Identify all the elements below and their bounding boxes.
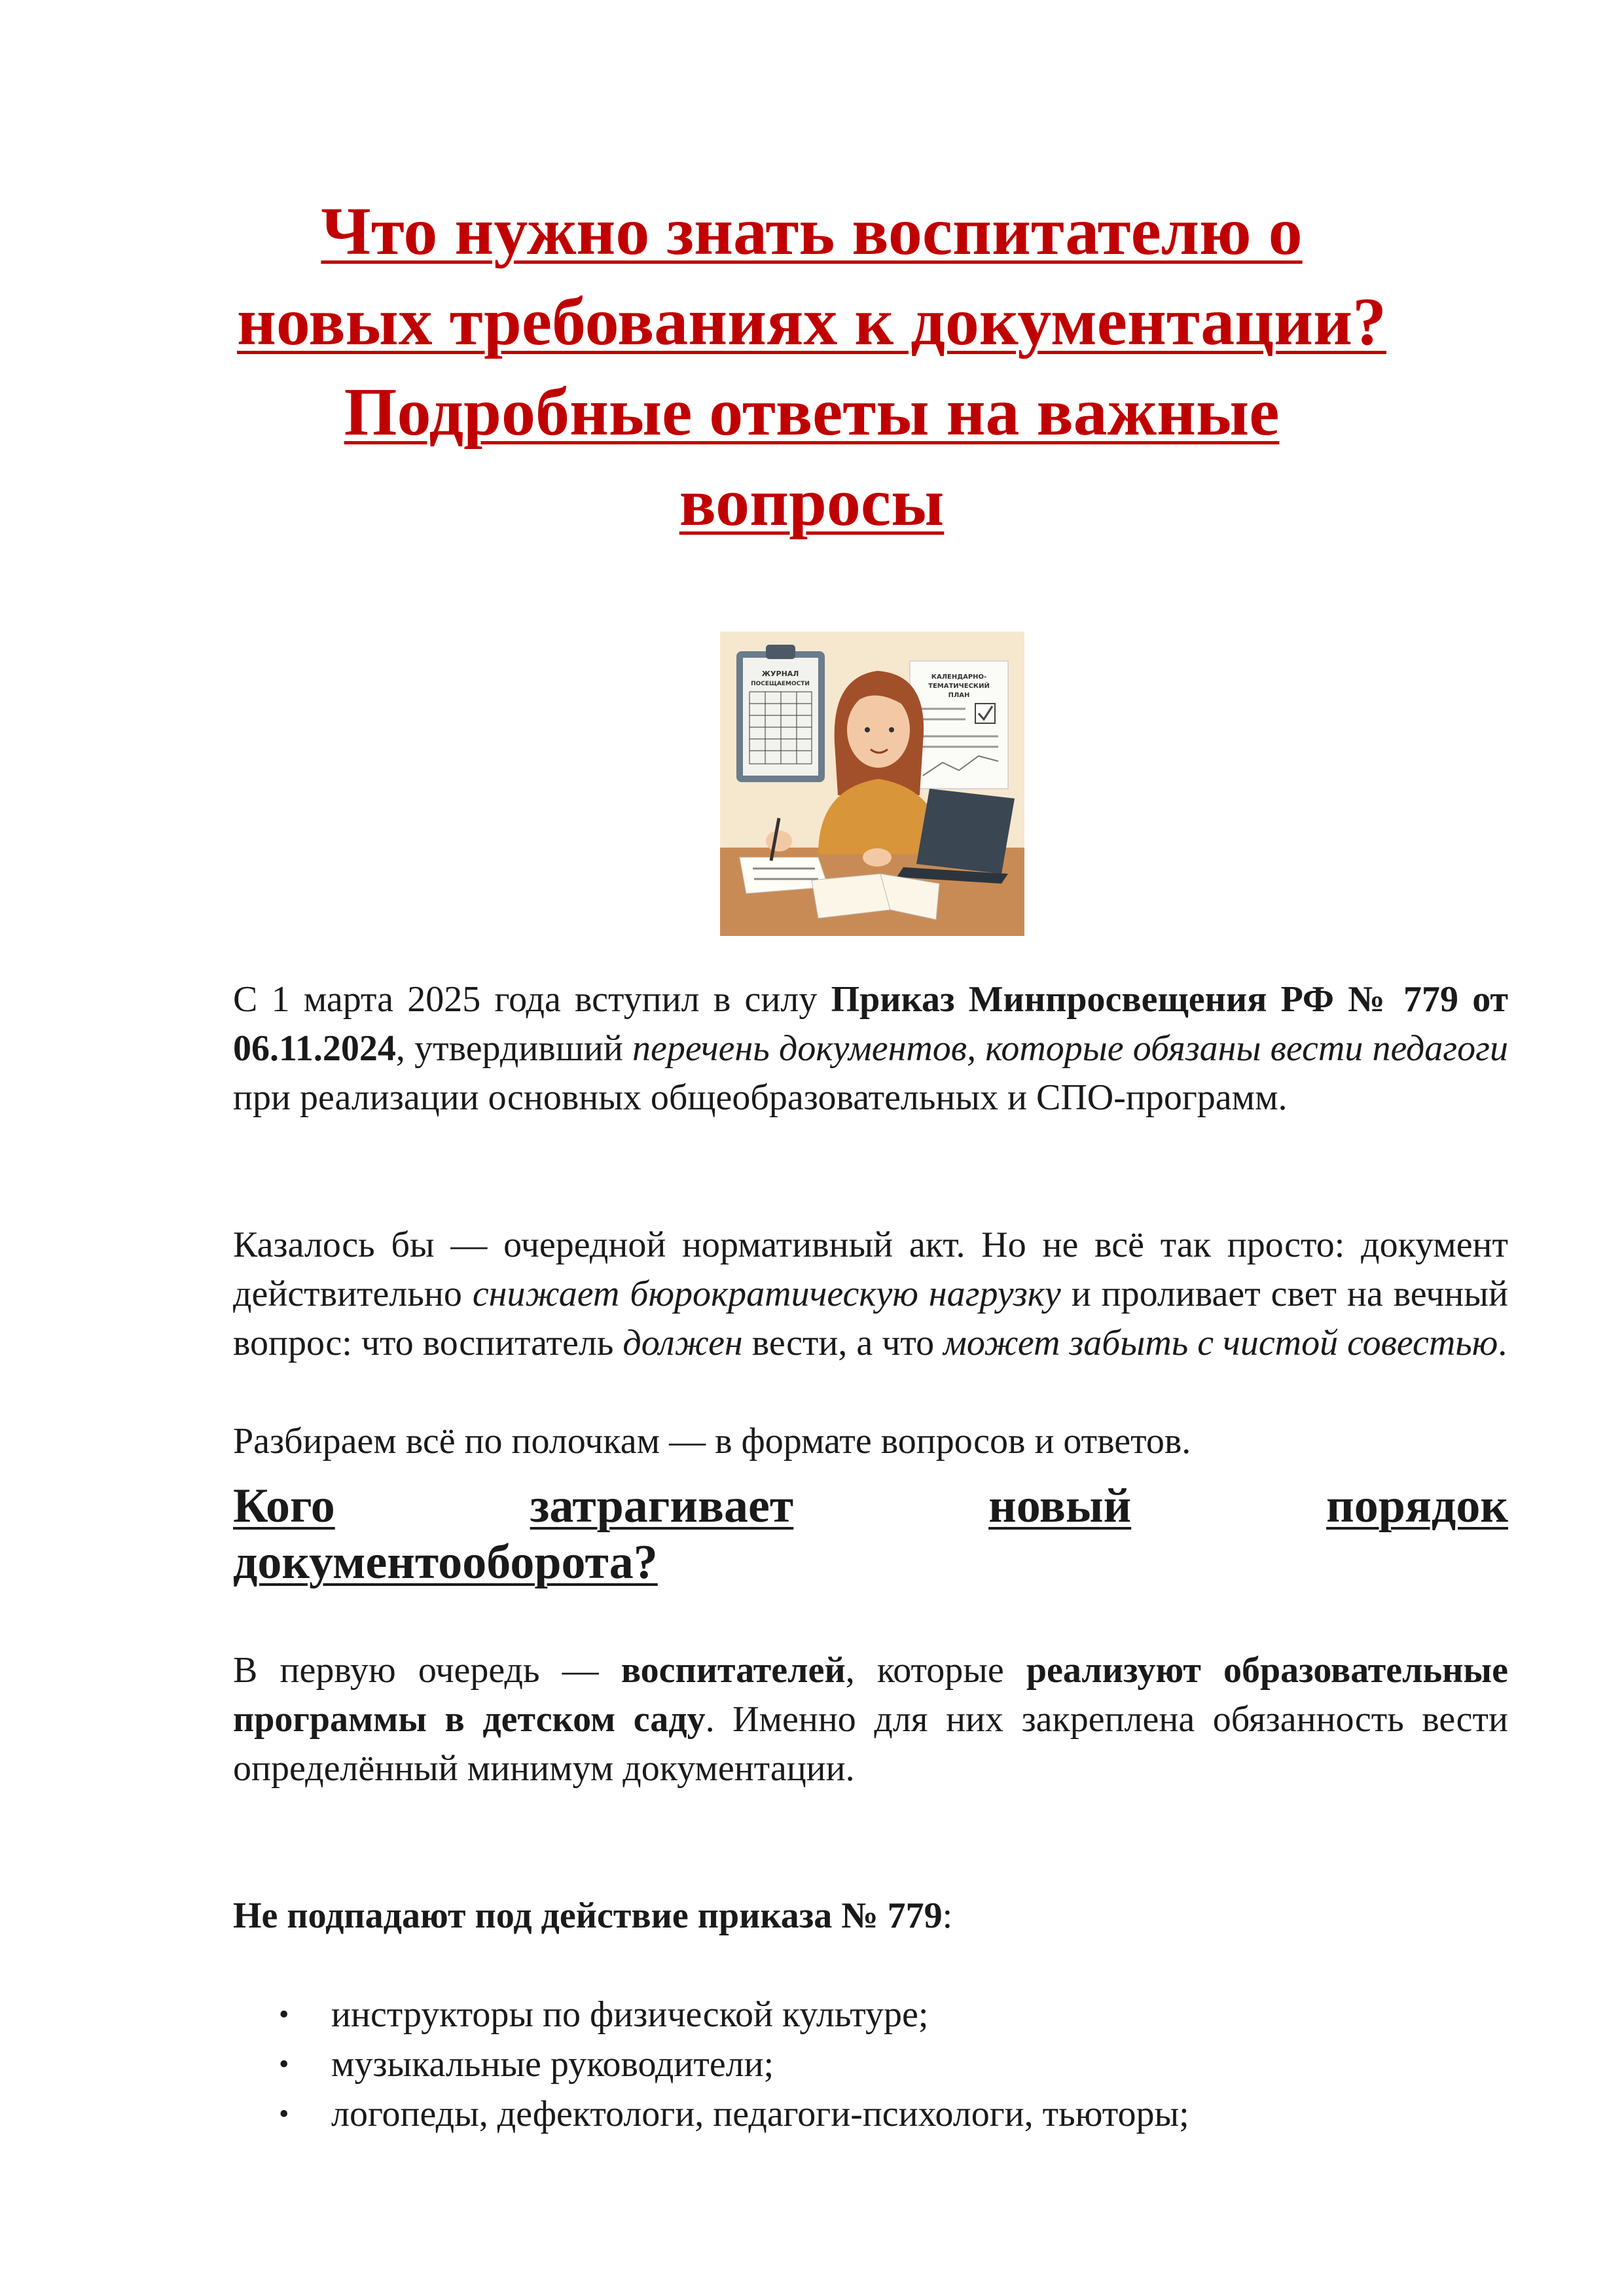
bullet-icon: •	[279, 2098, 289, 2130]
bullet-icon: •	[279, 2048, 289, 2080]
bullet-icon: •	[279, 1998, 289, 2030]
plan-label-2: ТЕМАТИЧЕСКИЙ	[928, 683, 990, 690]
list-item: • логопеды, дефектологи, педагоги-психологи, тьюторы;	[233, 2089, 1508, 2139]
exclusions-heading: Не подпадают под действие приказа № 779:	[233, 1895, 953, 1936]
section-heading: Кого затрагивает новый порядок документооборота?	[233, 1479, 1508, 1589]
journal-label-1: ЖУРНАЛ	[761, 670, 799, 678]
journal-label-2: ПОСЕЩАЕМОСТИ	[751, 681, 810, 687]
teacher-documents-illustration	[720, 632, 1024, 936]
plan-label-1: КАЛЕНДАРНО-	[931, 673, 987, 681]
list-item: • инструкторы по физической культуре;	[233, 1990, 1508, 2039]
qa-intro-paragraph: Разбираем всё по полочкам — в формате вопросов и ответов.	[233, 1421, 1191, 1462]
plan-label-3: ПЛАН	[948, 692, 970, 699]
answer-paragraph: В первую очередь — воспитателей, которые реализуют образовательные программы в детском саду. Именно для них закреплена обязанность вести определённый минимум документации.	[233, 1650, 1508, 1789]
exclusions-list	[233, 1990, 1508, 2139]
context-paragraph: Казалось бы — очередной нормативный акт. Но не всё так просто: документ действительно снижает бюрократическую нагрузку и проливает свет на вечный вопрос: что воспитатель должен вести, а что может забыть с чистой совестью.	[233, 1225, 1508, 1363]
order-reference: Приказ Минпросвещения РФ № 779 от 06.11.2024	[233, 979, 1508, 1069]
page-title: Что нужно знать воспитателю о новых требованиях к документации? Подробные ответы на важные вопросы	[236, 194, 1386, 540]
intro-paragraph: С 1 марта 2025 года вступил в силу Приказ Минпросвещения РФ № 779 от 06.11.2024, утвердивший перечень документов, которые обязаны вести педагоги при реализации основных общеобразовательных и СПО-программ.	[233, 979, 1508, 1118]
list-item: • музыкальные руководители;	[233, 2039, 1508, 2089]
